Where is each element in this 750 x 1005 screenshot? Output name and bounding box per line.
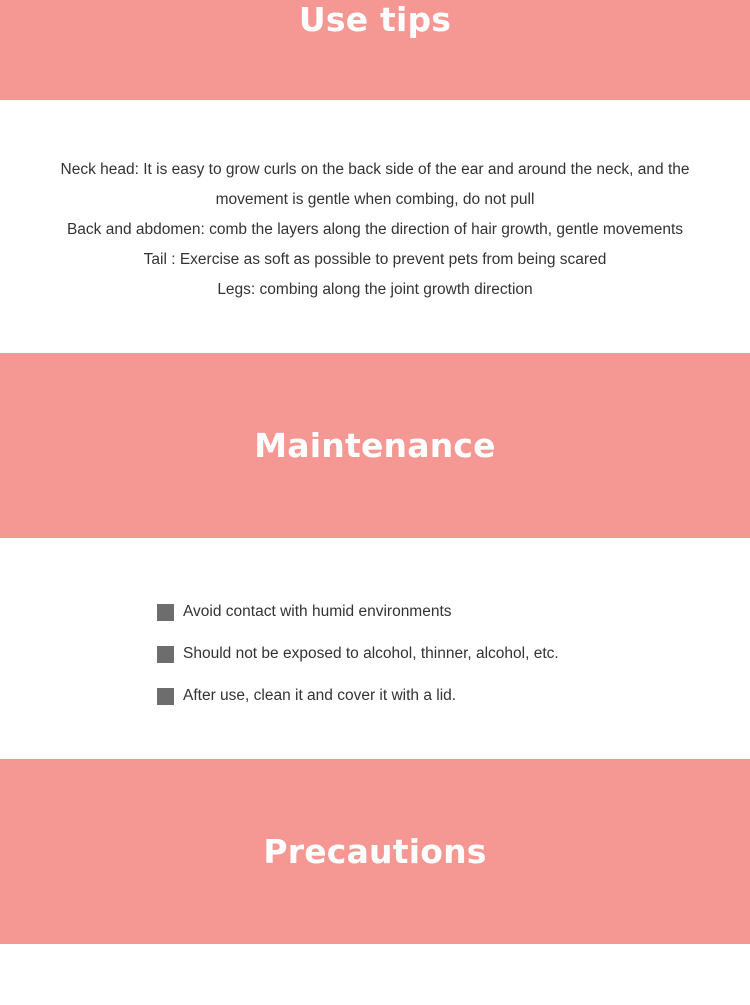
tip-legs: Legs: combing along the joint growth direction [217, 281, 533, 298]
square-bullet-icon [157, 646, 174, 663]
maintenance-item-label: Avoid contact with humid environments [183, 603, 452, 620]
list-item [157, 597, 717, 627]
use-tips-content [40, 155, 710, 305]
list-item [157, 681, 717, 711]
tip-neck-head: Neck head: It is easy to grow curls on the back side of the ear and around the neck, and the movement is gentle when combing, do not pull [60, 161, 690, 208]
use-tips-header-band [0, 0, 750, 100]
maintenance-title: Maintenance [254, 426, 496, 465]
maintenance-header-band [0, 353, 750, 538]
maintenance-list [157, 597, 717, 723]
tip-back-abdomen: Back and abdomen: comb the layers along the direction of hair growth, gentle movements [66, 221, 684, 238]
tip-tail: Tail : Exercise as soft as possible to prevent pets from being scared [143, 251, 607, 268]
precautions-title: Precautions [263, 832, 487, 871]
maintenance-item-label: Should not be exposed to alcohol, thinner, alcohol, etc. [183, 645, 559, 662]
square-bullet-icon [157, 604, 174, 621]
use-tips-title: Use tips [298, 0, 452, 39]
maintenance-item-label: After use, clean it and cover it with a lid. [183, 687, 457, 704]
square-bullet-icon [157, 688, 174, 705]
precautions-header-band [0, 759, 750, 944]
list-item [157, 639, 717, 669]
